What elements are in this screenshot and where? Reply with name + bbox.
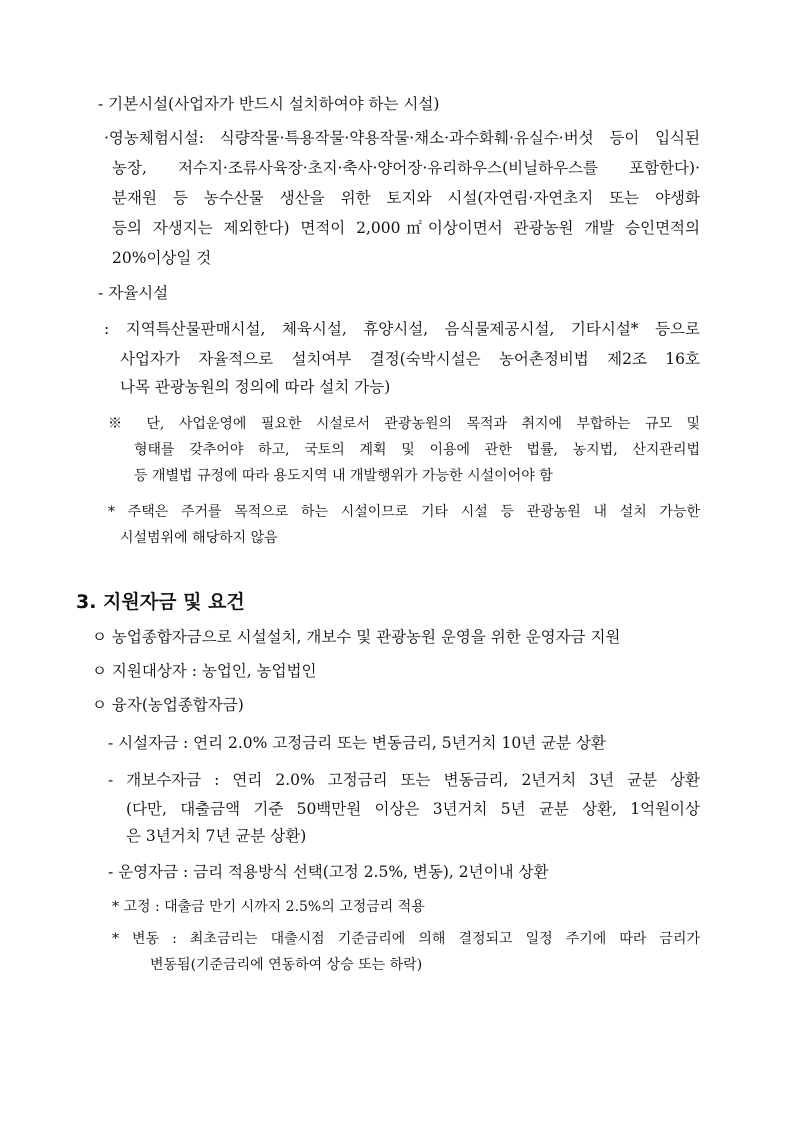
basic-facility-line: 분재원 등 농수산물 생산을 위한 토지와 시설(자연림·자연초지 또는 야생화 bbox=[112, 189, 700, 207]
footnote-line: * 주택은 주거를 목적으로 하는 시설이므로 기타 시설 등 관광농원 내 설치 가능한 bbox=[108, 504, 700, 520]
footnote-line: 시설범위에 해당하지 않음 bbox=[120, 530, 278, 546]
optional-facility-line: : 지역특산물판매시설, 체육시설, 휴양시설, 음식물제공시설, 기타시설* 등으로 bbox=[104, 320, 700, 338]
basic-facility-line: ·영농체험시설: 식량작물·특용작물·약용작물·채소·과수화훼·유실수·버섯 등이 입식된 bbox=[104, 129, 700, 147]
optional-facility-line: 사업자가 자율적으로 설치여부 결정(숙박시설은 농어촌정비법 제2조 16호 bbox=[120, 350, 700, 368]
facility-loan: - 시설자금 : 연리 2.0% 고정금리 또는 변동금리, 5년거치 10년 균분 상환 bbox=[108, 734, 606, 752]
basic-facility-line: 농장, 저수지·조류사육장·초지·축사·양어장·유리하우스(비닐하우스를 포함한다)· bbox=[112, 159, 700, 177]
bullet-item: ㅇ 지원대상자 : 농업인, 농업법인 bbox=[92, 662, 317, 680]
repair-loan-line: - 개보수자금 : 연리 2.0% 고정금리 또는 변동금리, 2년거치 3년 균분 상환 bbox=[108, 771, 700, 789]
repair-loan-line: (다만, 대출금액 기준 50백만원 이상은 3년거치 5년 균분 상환, 1억원이상 bbox=[126, 800, 700, 818]
bullet-item: ㅇ 융자(농업종합자금) bbox=[92, 696, 244, 714]
optional-facility-line: 나목 관광농원의 정의에 따라 설치 가능) bbox=[120, 378, 391, 396]
basic-facility-title: - 기본시설(사업자가 반드시 설치하여야 하는 시설) bbox=[98, 95, 440, 113]
note-line: ※ 단, 사업운영에 필요한 시설로서 관광농원의 목적과 취지에 부합하는 규모 및 bbox=[108, 416, 700, 432]
variable-rate-note-line: * 변동 : 최초금리는 대출시점 기준금리에 의해 결정되고 일정 주기에 따라 금리가 bbox=[112, 931, 700, 947]
bullet-item: ㅇ 농업종합자금으로 시설설치, 개보수 및 관광농원 운영을 위한 운영자금 지원 bbox=[92, 628, 621, 646]
note-line: 등 개별법 규정에 따라 용도지역 내 개발행위가 가능한 시설이어야 함 bbox=[134, 468, 553, 484]
optional-facility-title: - 자율시설 bbox=[98, 284, 169, 302]
basic-facility-line: 등의 자생지는 제외한다) 면적이 2,000㎡이상이면서 관광농원 개발 승인면적의 bbox=[112, 219, 700, 237]
fixed-rate-note: * 고정 : 대출금 만기 시까지 2.5%의 고정금리 적용 bbox=[112, 899, 425, 915]
operating-loan: - 운영자금 : 금리 적용방식 선택(고정 2.5%, 변동), 2년이내 상환 bbox=[108, 863, 549, 881]
repair-loan-line: 은 3년거치 7년 균분 상환) bbox=[126, 827, 307, 845]
section-heading: 3. 지원자금 및 요건 bbox=[76, 591, 245, 613]
variable-rate-note-line: 변동됨(기준금리에 연동하여 상승 또는 하락) bbox=[150, 957, 423, 973]
note-line: 형태를 갖추어야 하고, 국토의 계획 및 이용에 관한 법률, 농지법, 산지관리법 bbox=[134, 442, 700, 458]
basic-facility-line: 20%이상일 것 bbox=[112, 249, 212, 267]
